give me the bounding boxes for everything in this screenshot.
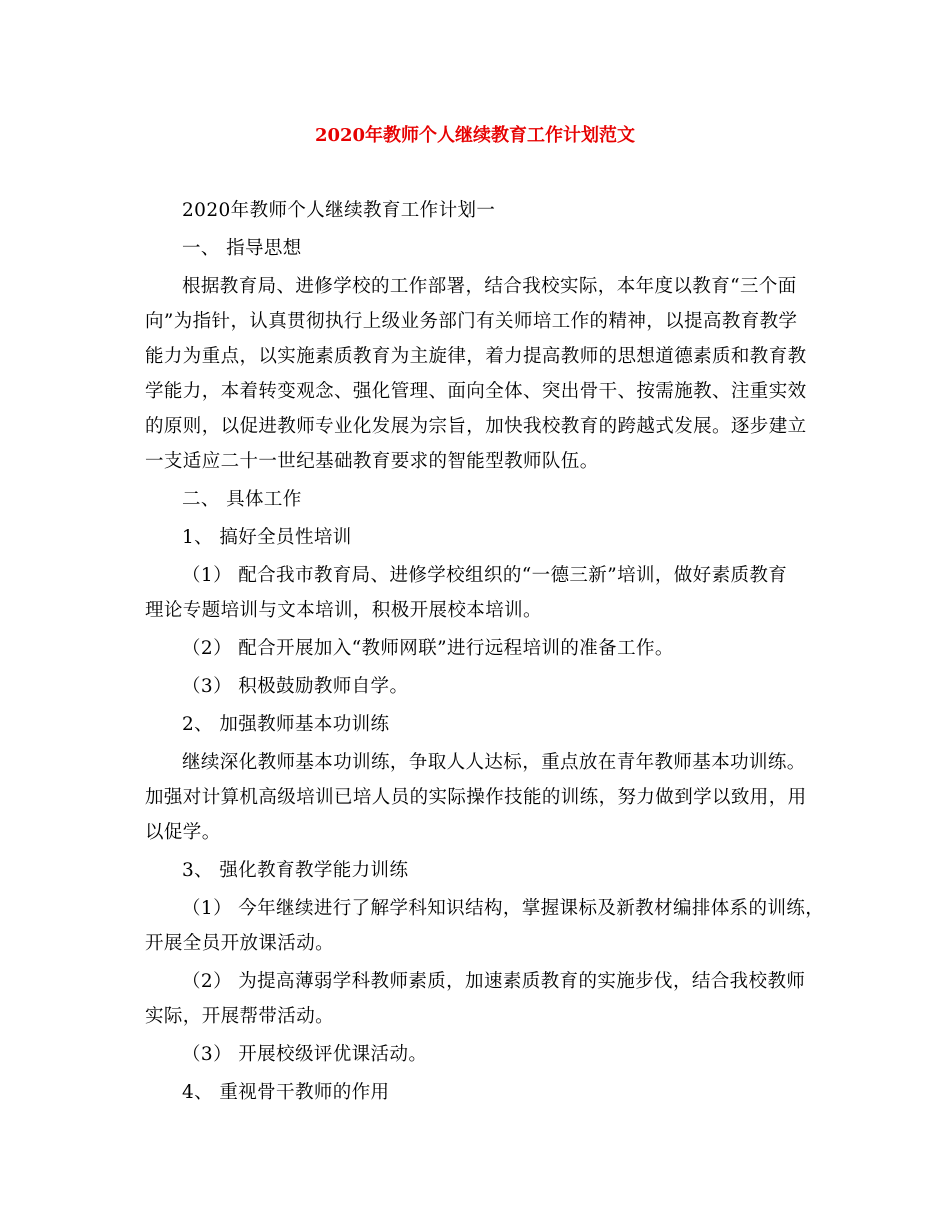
text-line: 根据教育局、进修学校的工作部署，结合我校实际，本年度以教育“三个面 [182,276,797,297]
text-line: 实际，开展帮带活动。 [145,1006,335,1027]
text-line: （3） 积极鼓励教师自学。 [182,676,409,697]
text-line: （2） 配合开展加入“教师网联”进行远程培训的准备工作。 [182,638,674,659]
text-line: 3、 强化教育教学能力训练 [182,860,409,881]
text-line: 能力为重点，以实施素质教育为主旋律，着力提高教师的思想道德素质和教育教 [145,346,807,367]
subheading-backbone-teachers [145,1075,809,1110]
text-line: 加强对计算机高级培训已培人员的实际操作技能的训练，努力做到学以致用，用 [145,787,807,808]
text-line: 继续深化教师基本功训练，争取人人达标，重点放在青年教师基本功训练。 [182,752,806,773]
list-item [145,1037,809,1072]
subheading-training [145,520,809,555]
list-item [145,558,809,628]
list-item [145,631,809,666]
text-line: 2020年教师个人继续教育工作计划一 [182,200,496,221]
text-line: 向”为指针，认真贯彻执行上级业务部门有关师培工作的精神，以提高教育教学 [145,311,798,332]
text-line: 理论专题培训与文本培训，积极开展校本培训。 [145,600,542,621]
text-line: 一、 指导思想 [182,238,302,259]
paragraph-guiding-thought [145,269,809,479]
text-line: （3） 开展校级评优课活动。 [182,1044,428,1065]
text-line: （2） 为提高薄弱学科教师素质，加速素质教育的实施步伐，结合我校教师 [182,971,806,992]
section-heading-guiding-thought [145,231,809,266]
section-heading-specific-work [145,482,809,517]
text-line: 一支适应二十一世纪基础教育要求的智能型教师队伍。 [145,451,599,472]
paragraph-plan-heading [145,193,809,228]
text-line: 4、 重视骨干教师的作用 [182,1082,390,1103]
list-item [145,669,809,704]
document-body [145,193,825,1113]
text-line: 1、 搞好全员性培训 [182,527,352,548]
text-line: 二、 具体工作 [182,489,302,510]
list-item [145,891,825,961]
paragraph-basic-skills [145,745,809,850]
text-line: （1） 今年继续进行了解学科知识结构，掌握课标及新教材编排体系的训练， [182,898,825,919]
subheading-teaching-ability [145,853,809,888]
text-line: 开展全员开放课活动。 [145,933,335,954]
text-line: （1） 配合我市教育局、进修学校组织的“一德三新”培训，做好素质教育 [182,565,788,586]
text-line: 的原则，以促进教师专业化发展为宗旨，加快我校教育的跨越式发展。逐步建立 [145,416,807,437]
text-line: 2、 加强教师基本功训练 [182,714,390,735]
subheading-basic-skills [145,707,809,742]
text-line: 学能力，本着转变观念、强化管理、面向全体、突出骨干、按需施教、注重实效 [145,381,807,402]
text-line: 以促学。 [145,822,221,843]
document-title: 2020年教师个人继续教育工作计划范文 [314,125,636,146]
list-item [145,964,809,1034]
